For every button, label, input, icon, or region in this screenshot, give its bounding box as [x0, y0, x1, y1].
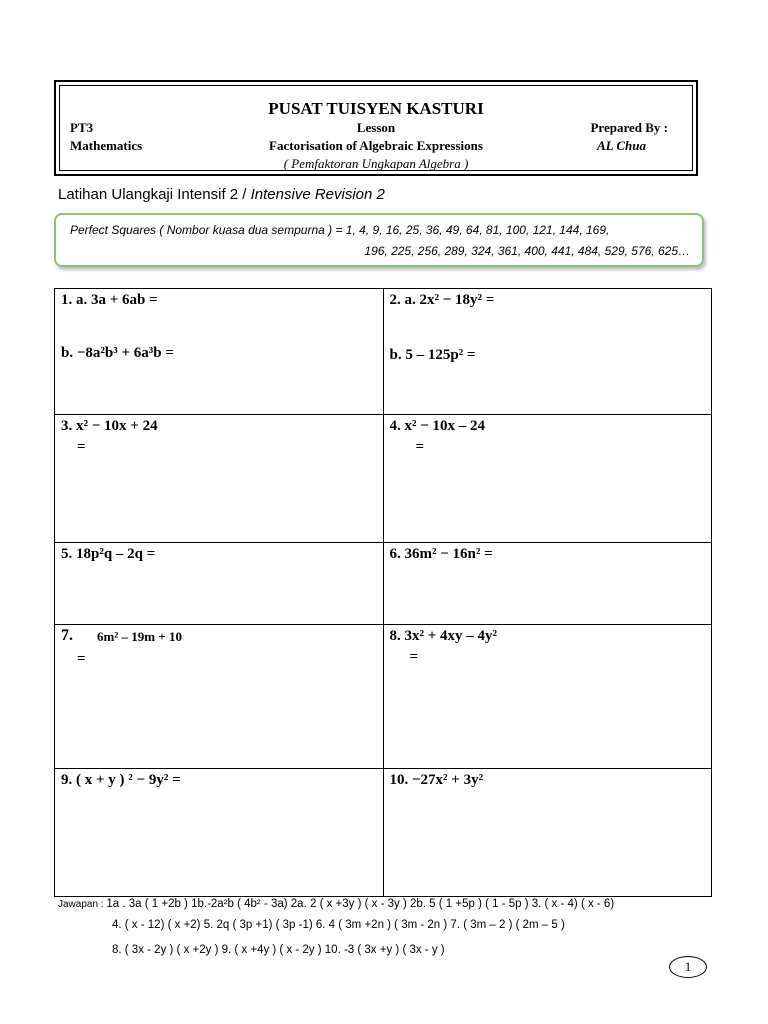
question-cell-6 — [383, 543, 712, 625]
question-cell-9 — [55, 769, 384, 897]
question-10: 10. −27x² + 3y² — [389, 772, 484, 788]
subtitle-malay: Latihan Ulangkaji Intensif 2 / — [58, 186, 251, 203]
question-7-number: 7. — [61, 627, 73, 644]
header-title: PUSAT TUISYEN KASTURI — [268, 99, 484, 118]
question-cell-5 — [55, 543, 384, 625]
subtitle-english: Intensive Revision 2 — [250, 186, 385, 203]
question-cell-4 — [383, 415, 712, 543]
question-7: 6m² – 19m + 10 — [97, 629, 182, 644]
header-topic: Factorisation of Algebraic Expressions — [269, 138, 483, 153]
question-4: 4. x² − 10x – 24 — [389, 418, 486, 434]
question-grid — [54, 288, 712, 897]
question-1b: b. −8a²b³ + 6a³b = — [61, 345, 174, 361]
question-9: 9. ( x + y ) ² − 9y² = — [61, 772, 181, 788]
header-prepared-by: Prepared By : — [590, 120, 668, 135]
header-inner-frame — [59, 85, 693, 171]
question-4-equals: = — [415, 439, 425, 455]
question-7-equals: = — [77, 651, 86, 667]
header-box — [54, 80, 698, 176]
question-1a: 1. a. 3a + 6ab = — [61, 292, 158, 308]
answer-key-line-2: 4. ( x - 12) ( x +2) 5. 2q ( 3p +1) ( 3p -1) 6. 4 ( 3m +2n ) ( 3m - 2n ) 7. ( 3m – 2 ) ( 2m – 5 ) — [112, 919, 565, 931]
perfect-squares-box — [54, 213, 704, 267]
answer-key-label: Jawapan : — [58, 899, 107, 910]
question-3-equals: = — [77, 439, 86, 455]
header-level: PT3 — [70, 120, 94, 135]
question-cell-7 — [55, 625, 384, 769]
question-cell-1 — [55, 289, 384, 415]
answer-key-line-1-text: 1a . 3a ( 1 +2b ) 1b.-2a²b ( 4b² - 3a) 2a. 2 ( x +3y ) ( x - 3y ) 2b. 5 ( 1 +5p ) ( 1 - 5p ) 3. ( x - 4) ( x - 6) — [106, 898, 615, 910]
answer-key-line-3: 8. ( 3x - 2y ) ( x +2y ) 9. ( x +4y ) ( x - 2y ) 10. -3 ( 3x +y ) ( 3x - y ) — [112, 944, 445, 956]
perfect-squares-line-1: Perfect Squares ( Nombor kuasa dua sempurna ) = 1, 4, 9, 16, 25, 36, 49, 64, 81, 100, 121, 144, 169, — [70, 223, 610, 237]
page-number: 1 — [669, 956, 707, 978]
question-5: 5. 18p²q – 2q = — [61, 546, 156, 562]
header-lesson: Lesson — [356, 120, 396, 135]
question-cell-8 — [383, 625, 712, 769]
question-2a: 2. a. 2x² − 18y² = — [389, 292, 495, 308]
header-topic-malay: ( Pemfaktoran Ungkapan Algebra ) — [283, 156, 469, 171]
question-2b: b. 5 – 125p² = — [389, 347, 476, 363]
perfect-squares-line-2: 196, 225, 256, 289, 324, 361, 400, 441, 484, 529, 576, 625… — [364, 244, 690, 258]
question-8-equals: = — [409, 649, 419, 665]
question-cell-10 — [383, 769, 712, 897]
revision-subtitle — [58, 186, 385, 203]
question-3: 3. x² − 10x + 24 — [61, 418, 158, 434]
question-8: 8. 3x² + 4xy – 4y² — [389, 628, 498, 644]
header-author: AL Chua — [596, 138, 646, 153]
question-6: 6. 36m² − 16n² = — [389, 546, 493, 562]
question-cell-2 — [383, 289, 712, 415]
question-cell-3 — [55, 415, 384, 543]
header-subject: Mathematics — [70, 138, 143, 153]
answer-key-line-1 — [58, 898, 614, 910]
